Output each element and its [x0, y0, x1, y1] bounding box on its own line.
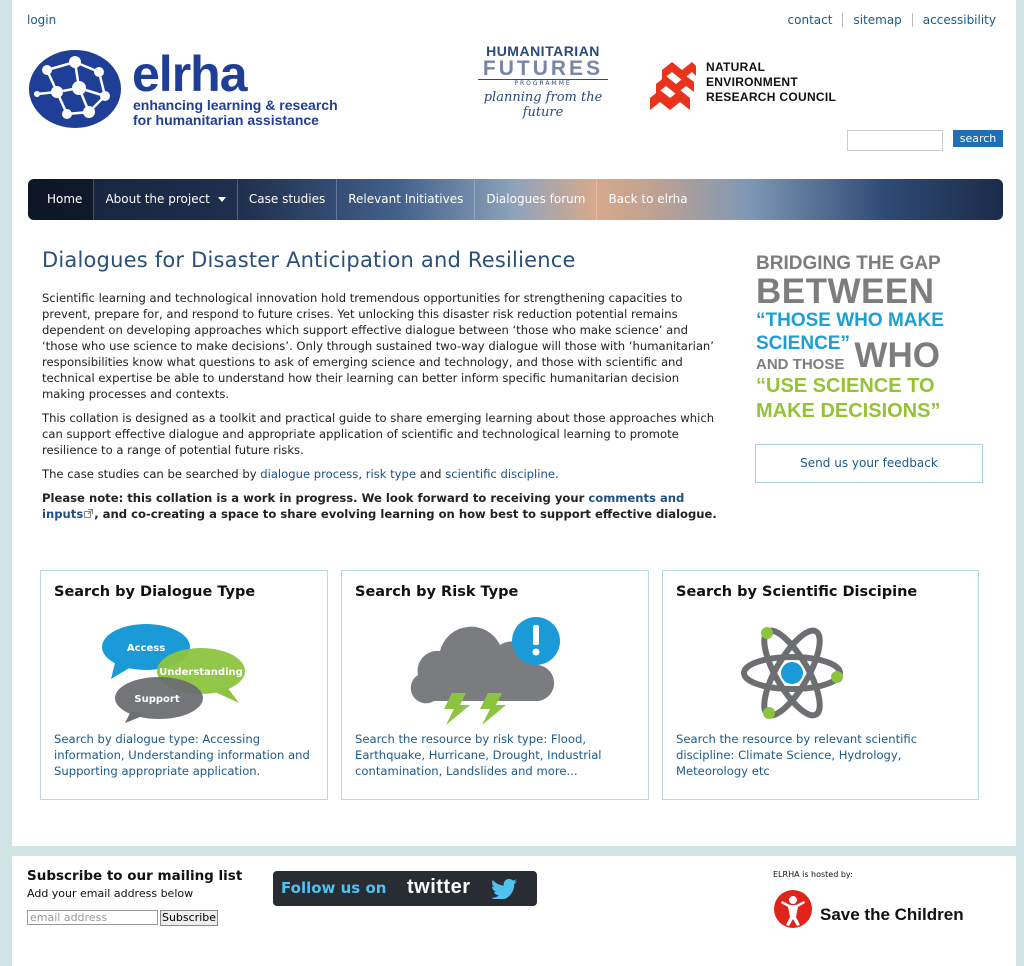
- card-title: Search by Dialogue Type: [54, 584, 256, 600]
- banner-row: [756, 332, 996, 374]
- external-link-icon: [84, 509, 93, 518]
- page-container: [12, 0, 1016, 846]
- save-the-children-logo[interactable]: [772, 889, 992, 929]
- card-description: Search by dialogue type: Accessing information, Understanding information and Supporting appropriate application.: [54, 732, 310, 778]
- nerc-text: [706, 60, 836, 105]
- caret-down-icon: [218, 197, 226, 202]
- nerc-line1: NATURAL: [706, 60, 766, 74]
- bubble-support-label: Support: [134, 694, 180, 705]
- twitter-follow-button[interactable]: [273, 871, 537, 906]
- card-description: Search the resource by risk type: Flood, Earthquake, Hurricane, Drought, Industrial contamination, Landslides and more...: [355, 732, 602, 778]
- nav-dialogues-forum-label: Dialogues forum: [486, 192, 586, 206]
- banner-line7: “USE SCIENCE TO: [756, 375, 935, 397]
- banner-line3: “THOSE WHO MAKE: [756, 310, 944, 331]
- note-prefix: Please note: this collation is a work in progress. We look forward to receiving your: [42, 491, 589, 505]
- banner-line1: BRIDGING THE GAP: [756, 253, 941, 274]
- banner-line6: WHO: [854, 336, 940, 375]
- logo-wordmark: elrha: [132, 46, 247, 102]
- card-description: Search the resource by relevant scientific discipline: Climate Science, Hydrology, Meteorology etc: [676, 732, 918, 778]
- storm-cloud-icon: [408, 617, 568, 727]
- card-title: Search by Risk Type: [355, 584, 519, 600]
- follow-us-text: Follow us on: [281, 879, 387, 897]
- banner-line4: SCIENCE”: [756, 333, 850, 354]
- utility-links: [778, 13, 1006, 27]
- nav-about[interactable]: [94, 179, 237, 220]
- banner-line5: AND THOSE: [756, 356, 845, 373]
- para3-prefix: The case studies can be searched by: [42, 467, 261, 481]
- card-dialogue-type[interactable]: [40, 570, 328, 800]
- main-nav: [28, 179, 1003, 220]
- subscribe-title: Subscribe to our mailing list: [27, 868, 243, 884]
- para3-sep1: ,: [358, 467, 366, 481]
- nav-back-to-elrha-label: Back to elrha: [608, 192, 688, 206]
- intro-paragraph-1: Scientific learning and technological innovation hold tremendous opportunities for strengthening capacities to prevent, prepare for, and respond to future crises. Yet unlocking this disaster risk reduction potential remains dependent on developing approaches which support effective dialogue between ‘those who make science’ and ‘those who use science to make decisions’. Only through sustained two-way dialogue will those with ‘humanitarian’ responsibilities know what questions to ask of emerging science and technology, and those with scientific and technical expertise be able to understand how their learning can better inform specific humanitarian decision making processes and contexts.: [42, 291, 714, 401]
- nav-home[interactable]: [28, 179, 94, 220]
- login-link[interactable]: login: [27, 13, 57, 27]
- logo-tagline-line1: enhancing learning & research: [133, 97, 338, 113]
- hf-line3: PROGRAMME: [478, 79, 608, 87]
- nav-back-to-elrha[interactable]: [597, 179, 698, 220]
- sitemap-link[interactable]: sitemap: [842, 13, 911, 27]
- bubble-access-label: Access: [126, 643, 166, 654]
- search-button[interactable]: search: [953, 130, 1003, 147]
- nav-case-studies[interactable]: [238, 179, 337, 220]
- nav-about-label: About the project: [105, 192, 210, 206]
- banner-line8: MAKE DECISIONS”: [756, 400, 941, 422]
- hosted-by-label: ELRHA is hosted by:: [773, 870, 853, 879]
- contact-link[interactable]: contact: [787, 13, 833, 27]
- subscribe-button[interactable]: Subscribe: [161, 911, 217, 924]
- save-the-children-text: Save the Children: [820, 905, 964, 924]
- humanitarian-futures-logo[interactable]: [462, 43, 624, 120]
- nerc-line3: RESEARCH COUNCIL: [706, 90, 837, 104]
- twitter-bird-icon: [491, 879, 517, 899]
- bridging-the-gap-banner: [756, 254, 996, 424]
- intro-paragraph-3: [42, 466, 722, 482]
- subscribe-hint: Add your email address below: [27, 887, 194, 900]
- risk-type-link[interactable]: risk type: [365, 467, 417, 481]
- feedback-button[interactable]: Send us your feedback: [755, 444, 983, 483]
- intro-text: [42, 290, 722, 530]
- nav-relevant-initiatives[interactable]: [337, 179, 475, 220]
- nav-relevant-initiatives-label: Relevant Initiatives: [348, 192, 464, 206]
- card-scientific-discipline[interactable]: [662, 570, 979, 800]
- dialogue-process-link[interactable]: dialogue process: [260, 467, 359, 481]
- logo-tagline-line2: for humanitarian assistance: [133, 112, 319, 128]
- card-risk-type[interactable]: [341, 570, 649, 800]
- intro-paragraph-2: This collation is designed as a toolkit and practical guide to share emerging learning about those approaches which can support effective dialogue and appropriate application of scientific and technological learning to promote resilience to a range of potential future risks.: [42, 411, 715, 457]
- bubble-understanding-label: Understanding: [159, 667, 243, 678]
- nerc-line2: ENVIRONMENT: [706, 75, 798, 89]
- elrha-logo[interactable]: [27, 46, 387, 132]
- accessibility-link[interactable]: accessibility: [912, 13, 1006, 27]
- hf-line2: FUTURES: [482, 57, 604, 80]
- note-suffix: , and co-creating a space to share evolving learning on how best to support effective dialogue.: [94, 507, 717, 521]
- search-input[interactable]: [847, 130, 943, 151]
- nav-case-studies-label: Case studies: [248, 192, 326, 206]
- hf-line1: HUMANITARIAN: [486, 43, 600, 59]
- card-title: Search by Scientific Discipine: [676, 584, 918, 600]
- banner-line2: BETWEEN: [756, 272, 935, 311]
- save-the-children-icon: [772, 889, 814, 929]
- nerc-chevrons-icon: [650, 58, 696, 110]
- para3-end: .: [554, 467, 559, 481]
- hf-line4: planning from the future: [483, 90, 603, 120]
- page-title: Dialogues for Disaster Anticipation and Resilience: [42, 248, 576, 272]
- email-field[interactable]: email address: [27, 910, 158, 925]
- comments-inputs-link[interactable]: comments and inputs: [42, 491, 685, 521]
- footer: [12, 856, 1016, 966]
- scientific-discipline-link[interactable]: scientific discipline: [445, 467, 555, 481]
- work-in-progress-note: [42, 490, 722, 522]
- nerc-logo[interactable]: [650, 56, 870, 112]
- nav-home-label: Home: [47, 192, 83, 206]
- globe-icon: [27, 48, 123, 130]
- speech-bubbles-icon: [101, 623, 251, 723]
- logo-tagline: [133, 98, 338, 128]
- para3-sep2: and: [416, 467, 446, 481]
- twitter-wordmark: twitter: [407, 876, 471, 898]
- atom-icon: [737, 623, 847, 723]
- nav-dialogues-forum[interactable]: [475, 179, 597, 220]
